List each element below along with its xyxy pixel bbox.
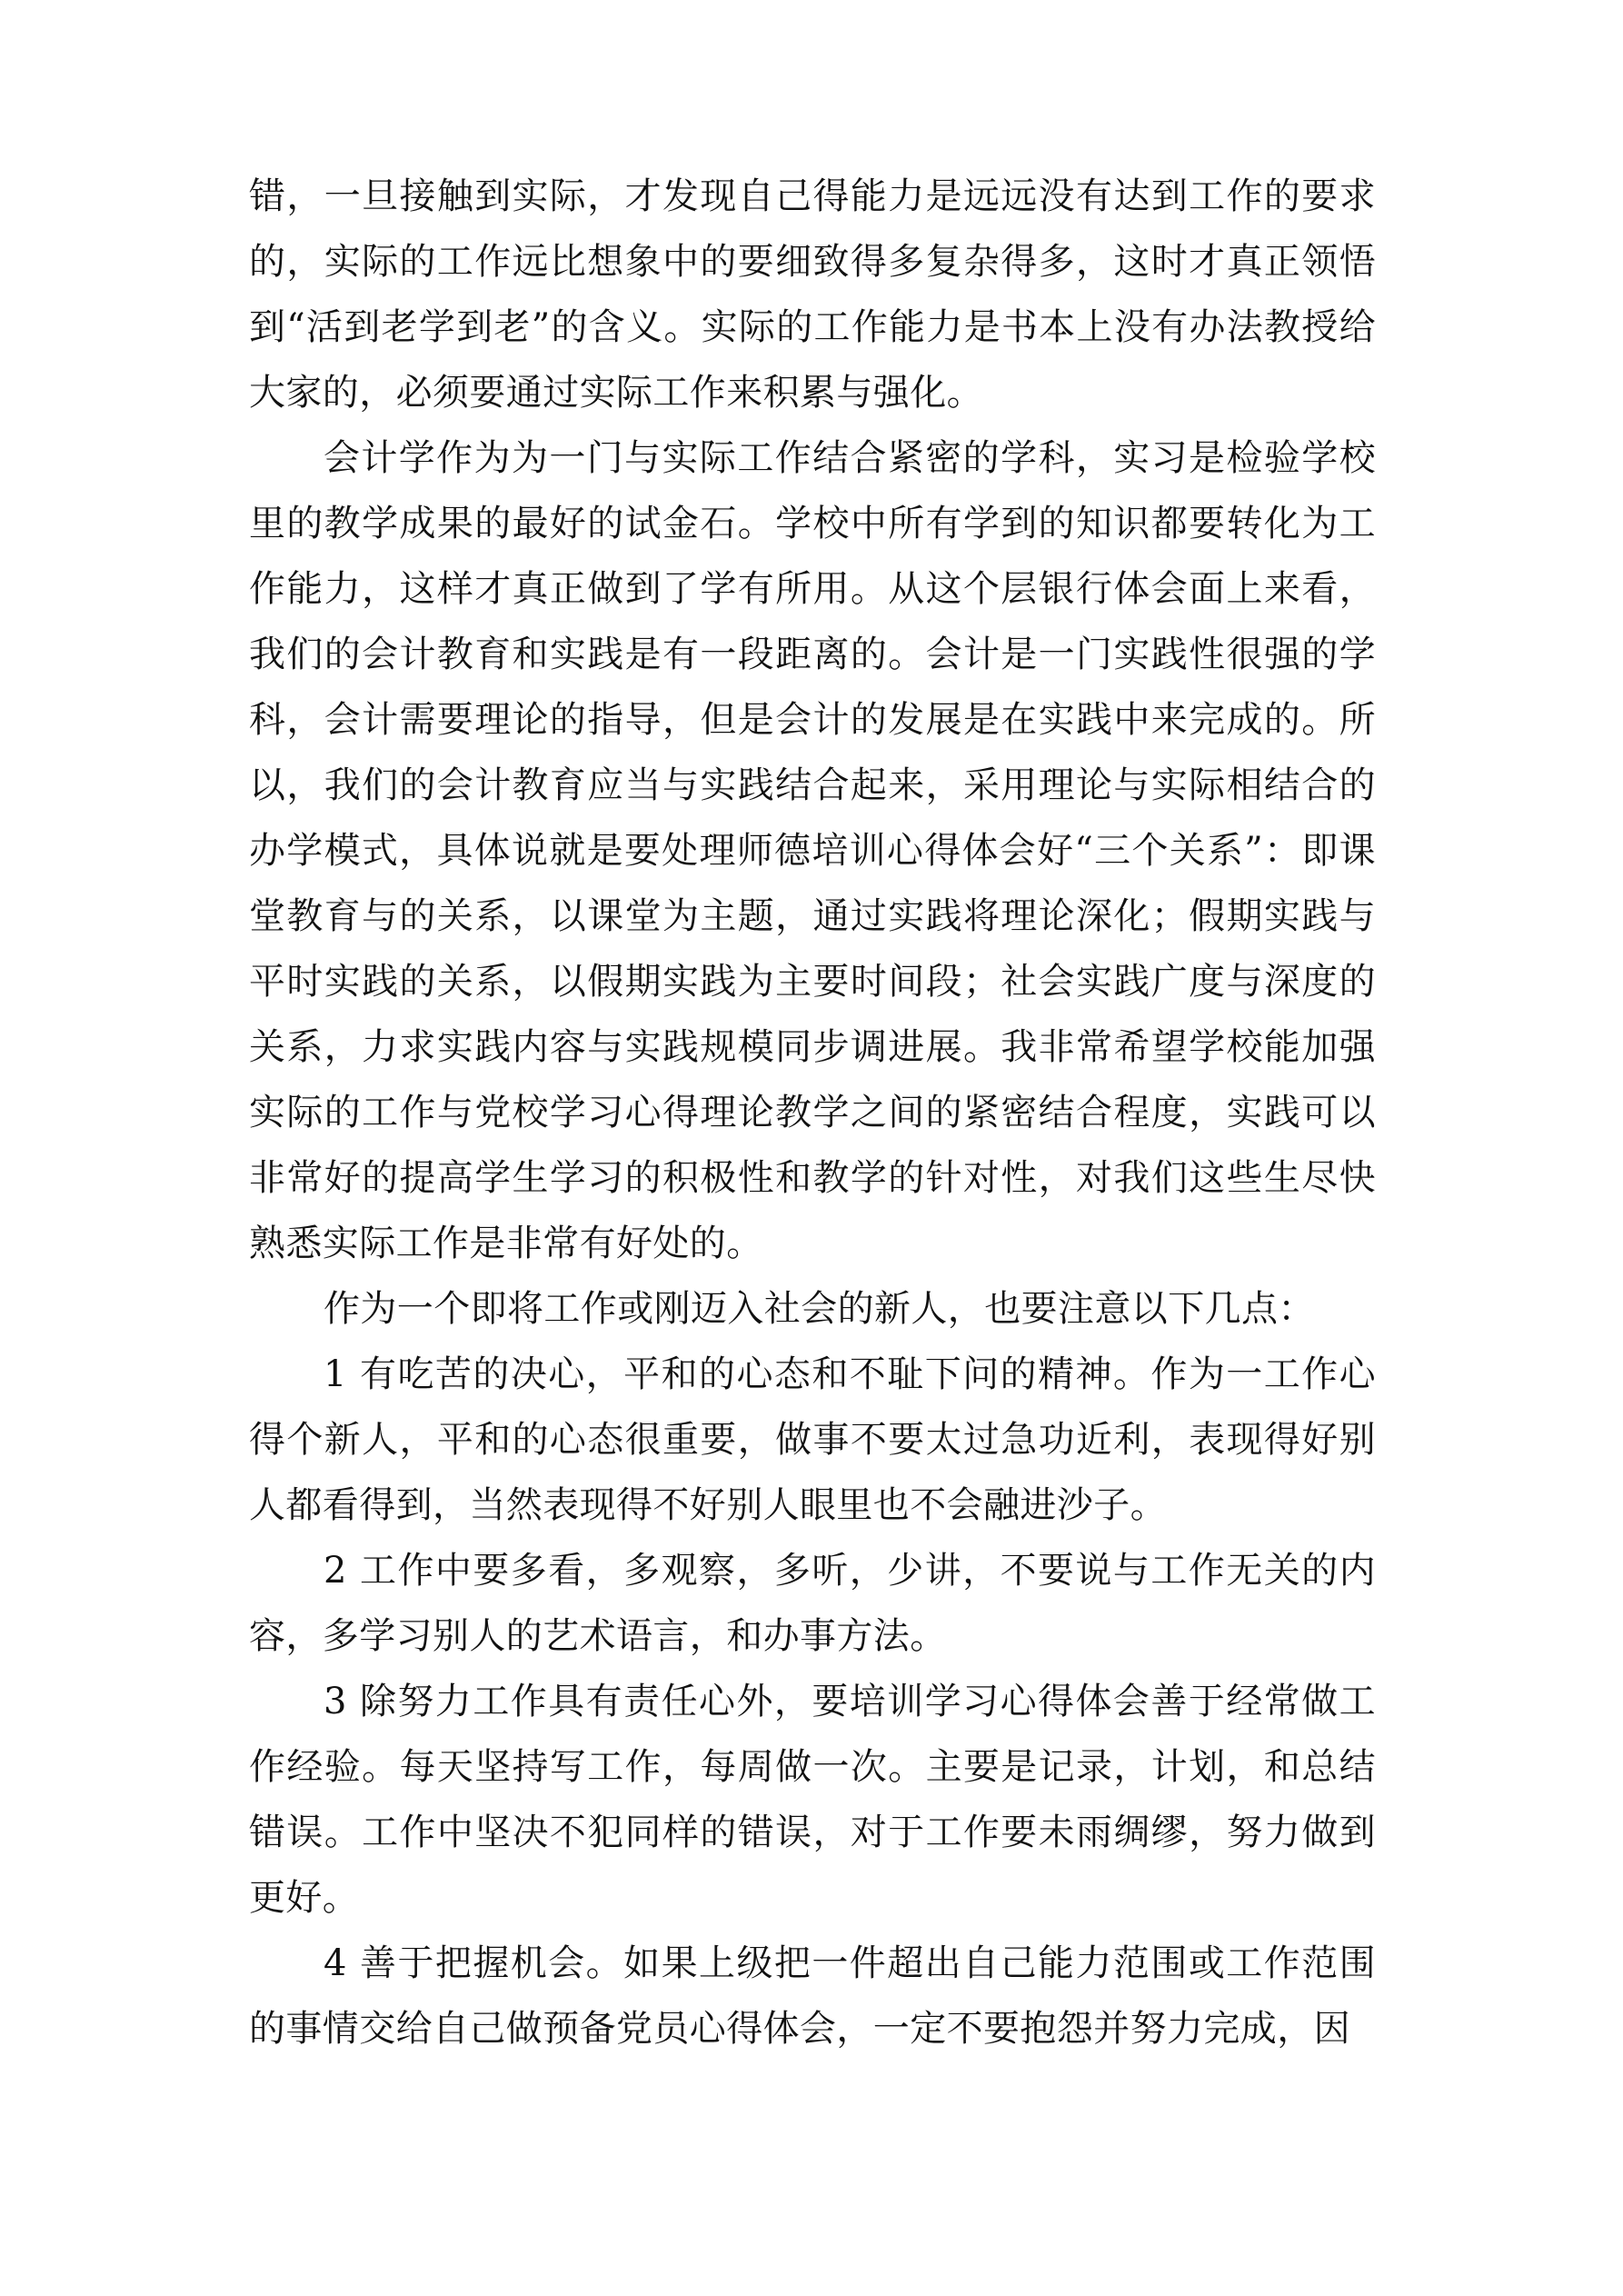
paragraph-point-1: 1 有吃苦的决心，平和的心态和不耻下问的精神。作为一工作心得个新人，平和的心态很重要，做事不要太过急功近利，表现得好别人都看得到，当然表现得不好别人眼里也不会融进沙子。 (249, 1353, 1376, 1526)
paragraph-continuation: 错，一旦接触到实际，才发现自己得能力是远远没有达到工作的要求的，实际的工作远比想象中的要细致得多复杂得多，这时才真正领悟到“活到老学到老”的含义。实际的工作能力是书本上没有办法教授给大家的，必须要通过实际工作来积累与强化。 (249, 175, 1376, 414)
document-body (249, 164, 1376, 2061)
paragraph-point-4: 4 善于把握机会。如果上级把一件超出自己能力范围或工作范围的事情交给自己做预备党员心得体会，一定不要抱怨并努力完成，因 (249, 1942, 1376, 2050)
paragraph-point-2: 2 工作中要多看，多观察，多听，少讲，不要说与工作无关的内容，多学习别人的艺术语言，和办事方法。 (249, 1550, 1376, 1657)
paragraph-newcomer-intro: 作为一个即将工作或刚迈入社会的新人，也要注意以下几点： (324, 1288, 1315, 1330)
paragraph-accounting-practice: 会计学作为为一门与实际工作结合紧密的学科，实习是检验学校里的教学成果的最好的试金石。学校中所有学到的知识都要转化为工作能力，这样才真正做到了学有所用。从这个层银行体会面上来看，我们的会计教育和实践是有一段距离的。会计是一门实践性很强的学科，会计需要理论的指导，但是会计的发展是在实践中来完成的。所以，我们的会计教育应当与实践结合起来，采用理论与实际相结合的办学模式，具体说就是要处理师德培训心得体会好“三个关系”：即课堂教育与的关系，以课堂为主题，通过实践将理论深化；假期实践与平时实践的关系，以假期实践为主要时间段；社会实践广度与深度的关系，力求实践内容与实践规模同步调进展。我非常希望学校能加强实际的工作与党校学习心得理论教学之间的紧密结合程度，实践可以非常好的提高学生学习的积极性和教学的针对性，对我们这些生尽快熟悉实际工作是非常有好处的。 (249, 437, 1376, 1264)
paragraph-point-3: 3 除努力工作具有责任心外，要培训学习心得体会善于经常做工作经验。每天坚持写工作，每周做一次。主要是记录，计划，和总结错误。工作中坚决不犯同样的错误，对于工作要未雨绸缪，努力做到更好。 (249, 1681, 1376, 1919)
